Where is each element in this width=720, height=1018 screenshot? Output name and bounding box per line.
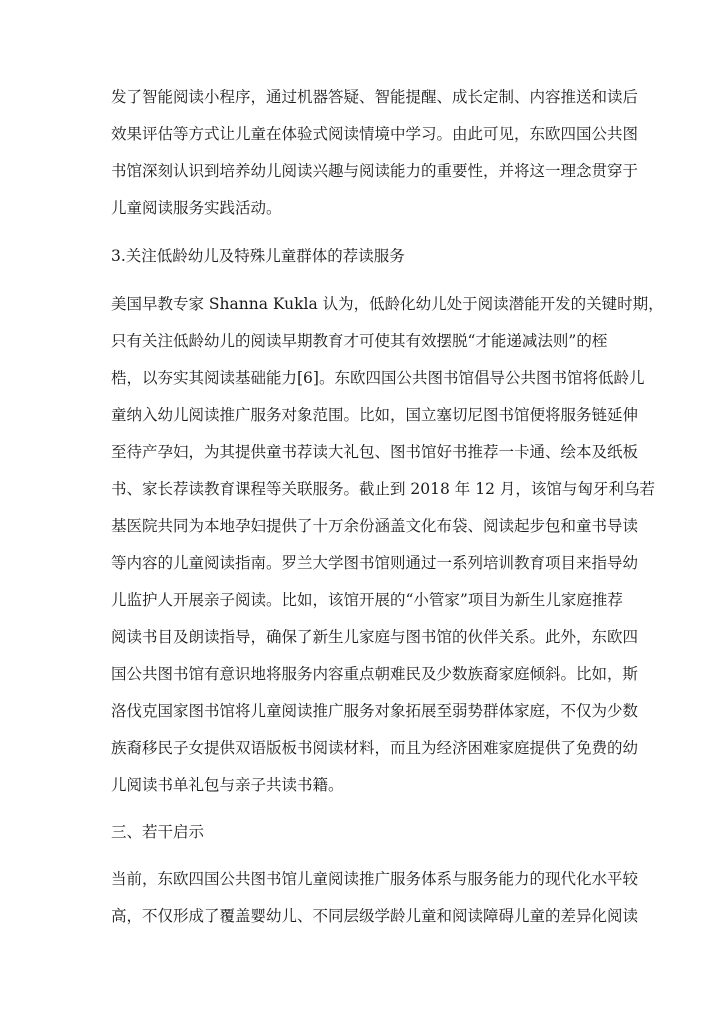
- paragraph-line: 书馆深刻认识到培养幼儿阅读兴趣与阅读能力的重要性，并将这一理念贯穿于: [111, 162, 639, 180]
- paragraph-line: 当前，东欧四国公共图书馆儿童阅读推广服务体系与服务能力的现代化水平较: [111, 870, 639, 888]
- paragraph-line: 等内容的儿童阅读指南。罗兰大学图书馆则通过一系列培训教育项目来指导幼: [111, 554, 639, 572]
- paragraph-line: 至待产孕妇，为其提供童书荐读大礼包、图书馆好书推荐一卡通、绘本及纸板: [111, 443, 639, 461]
- paragraph-line: 梏，以夯实其阅读基础能力[6]。东欧四国公共图书馆倡导公共图书馆将低龄儿: [111, 369, 645, 387]
- paragraph-line: 国公共图书馆有意识地将服务内容重点朝难民及少数族裔家庭倾斜。比如，斯: [111, 665, 639, 683]
- paragraph-line: 洛伐克国家图书馆将儿童阅读推广服务对象拓展至弱势群体家庭，不仅为少数: [111, 702, 639, 720]
- paragraph-line: 阅读书目及朗读指导，确保了新生儿家庭与图书馆的伙伴关系。此外，东欧四: [111, 628, 639, 646]
- paragraph-line: 儿监护人开展亲子阅读。比如，该馆开展的“小管家”项目为新生儿家庭推荐: [111, 591, 623, 609]
- paragraph-line: 美国早教专家 Shanna Kukla 认为，低龄化幼儿处于阅读潜能开发的关键时期，: [111, 295, 664, 313]
- paragraph-line: 儿阅读书单礼包与亲子共读书籍。: [111, 776, 344, 794]
- paragraph-line: 效果评估等方式让儿童在体验式阅读情境中学习。由此可见，东欧四国公共图: [111, 125, 639, 143]
- paragraph-line: 族裔移民子女提供双语版板书阅读材料，而且为经济困难家庭提供了免费的幼: [111, 739, 639, 757]
- paragraph-line: 书、家长荐读教育课程等关联服务。截止到 2018 年 12 月，该馆与匈牙利乌若: [111, 480, 655, 498]
- section-heading: 3.关注低龄幼儿及特殊儿童群体的荐读服务: [111, 247, 405, 265]
- paragraph-line: 发了智能阅读小程序，通过机器答疑、智能提醒、成长定制、内容推送和读后: [111, 88, 639, 106]
- paragraph-line: 儿童阅读服务实践活动。: [111, 199, 282, 217]
- paragraph-line: 只有关注低龄幼儿的阅读早期教育才可使其有效摆脱“才能递减法则”的桎: [111, 332, 608, 350]
- paragraph-line: 童纳入幼儿阅读推广服务对象范围。比如，国立塞切尼图书馆便将服务链延伸: [111, 406, 639, 424]
- paragraph-line: 高，不仅形成了覆盖婴幼儿、不同层级学龄儿童和阅读障碍儿童的差异化阅读: [111, 907, 639, 925]
- section-heading: 三、若干启示: [111, 823, 205, 841]
- paragraph-line: 基医院共同为本地孕妇提供了十万余份涵盖文化布袋、阅读起步包和童书导读: [111, 517, 639, 535]
